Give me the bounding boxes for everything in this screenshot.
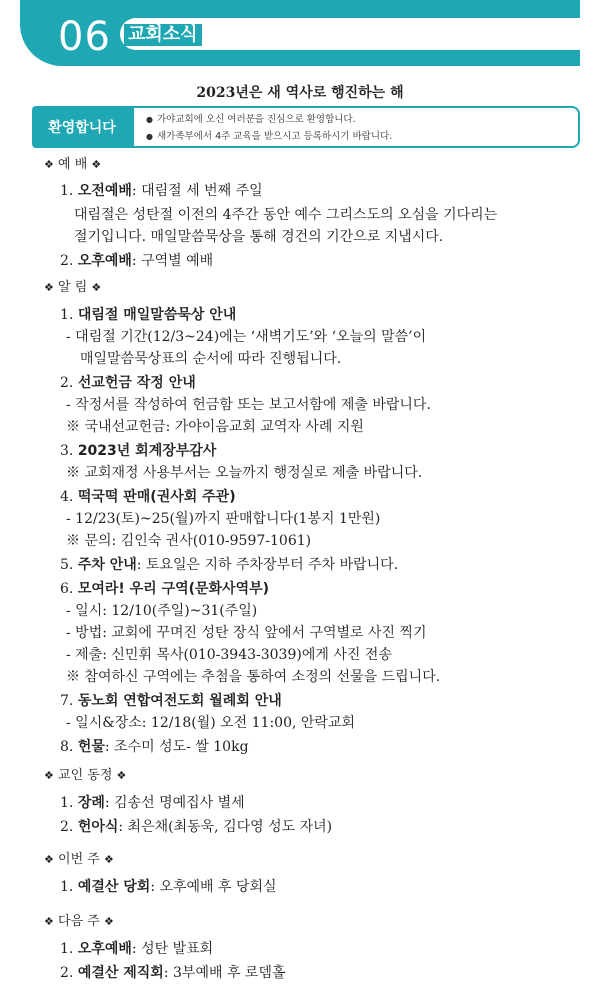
list-item: 8. 헌물: 조수미 성도- 쌀 10kg — [60, 739, 249, 755]
list-item-sub: ※ 국내선교헌금: 가야이음교회 교역자 사례 지원 — [66, 419, 364, 435]
list-item: 2. 예결산 제직회: 3부예배 후 로뎀홀 — [60, 965, 286, 981]
list-item-sub: ※ 참여하신 구역에는 추첨을 통하여 소정의 선물을 드립니다. — [66, 669, 441, 685]
section-title-next-week: ❖ 다음 주 ❖ — [44, 914, 114, 929]
section-title-worship: ❖ 예 배 ❖ — [44, 157, 102, 172]
list-item-sub: - 일시&장소: 12/18(월) 오전 11:00, 안락교회 — [66, 715, 355, 731]
list-item-desc: 절기입니다. 매일말씀묵상을 통해 경건의 기간으로 지냅시다. — [74, 229, 444, 245]
list-item-sub: - 제출: 신민휘 목사(010-3943-3039)에게 사진 전송 — [66, 647, 392, 663]
bullet-icon: ● — [146, 132, 153, 141]
list-item: 2. 선교헌금 작정 안내 — [60, 375, 196, 391]
welcome-line: ● 가야교회에 오신 여러분을 진심으로 환영합니다. — [146, 114, 356, 125]
diamond-icon: ❖ — [44, 158, 54, 171]
list-item: 6. 모여라! 우리 구역(문화사역부) — [60, 581, 270, 597]
list-item: 1. 오전예배: 대림절 세 번째 주일 — [60, 183, 263, 199]
diamond-icon: ❖ — [44, 769, 54, 782]
list-item-sub: ※ 문의: 김인숙 권사(010-9597-1061) — [66, 533, 312, 549]
news-content — [44, 156, 584, 986]
list-item: 2. 헌아식: 최은채(최동욱, 김다영 성도 자녀) — [60, 819, 333, 835]
welcome-line: ● 새가족부에서 4주 교육을 받으시고 등록하시기 바랍니다. — [146, 131, 393, 142]
list-item-sub: - 일시: 12/10(주일)~31(주일) — [66, 603, 258, 619]
list-item-sub: - 방법: 교회에 꾸며진 성탄 장식 앞에서 구역별로 사진 찍기 — [66, 625, 427, 641]
section-number: 06 — [58, 14, 111, 60]
list-item: 1. 오후예배: 성탄 발표회 — [60, 941, 214, 957]
diamond-icon: ❖ — [103, 853, 114, 866]
list-item: 4. 떡국떡 판매(권사회 주관) — [60, 489, 236, 505]
list-item-desc: 대림절은 성탄절 이전의 4주간 동안 예수 그리스도의 오심을 기다리는 — [74, 207, 498, 223]
header — [20, 0, 580, 66]
welcome-content — [132, 106, 580, 148]
list-item-sub: - 대림절 기간(12/3~24)에는 ‘새벽기도’와 ‘오늘의 말씀’이 — [66, 329, 427, 345]
list-item-sub: - 작정서를 작성하여 헌금함 또는 보고서함에 제출 바랍니다. — [66, 397, 431, 413]
list-item: 3. 2023년 회계장부감사 — [60, 443, 217, 459]
list-item: 2. 오후예배: 구역별 예배 — [60, 253, 214, 269]
welcome-label: 환영합니다 — [32, 106, 132, 148]
diamond-icon: ❖ — [116, 769, 127, 782]
section-title-this-week: ❖ 이번 주 ❖ — [44, 852, 114, 867]
page-subtitle: 2023년은 새 역사로 행진하는 해 — [196, 85, 404, 101]
welcome-box — [32, 106, 580, 148]
diamond-icon: ❖ — [91, 158, 102, 171]
diamond-icon: ❖ — [91, 281, 102, 294]
diamond-icon: ❖ — [44, 915, 54, 928]
diamond-icon: ❖ — [44, 281, 54, 294]
diamond-icon: ❖ — [44, 853, 54, 866]
section-title-notices: ❖ 알 림 ❖ — [44, 280, 102, 295]
list-item-sub: ※ 교회재정 사용부서는 오늘까지 행정실로 제출 바랍니다. — [66, 465, 423, 481]
diamond-icon: ❖ — [103, 915, 114, 928]
list-item: 1. 장례: 김송선 명예집사 별세 — [60, 795, 245, 811]
section-title-members: ❖ 교인 동정 ❖ — [44, 768, 127, 783]
bullet-icon: ● — [146, 115, 153, 124]
list-item: 5. 주차 안내: 토요일은 지하 주차장부터 주차 바랍니다. — [60, 557, 399, 573]
list-item: 1. 예결산 당회: 오후예배 후 당회실 — [60, 879, 277, 895]
list-item-sub: 매일말씀묵상표의 순서에 따라 진행됩니다. — [80, 351, 342, 367]
header-title: 교회소식 — [124, 24, 202, 46]
list-item: 7. 동노회 연합여전도회 월례회 안내 — [60, 693, 282, 709]
list-item-sub: - 12/23(토)~25(월)까지 판매합니다(1봉지 1만원) — [66, 511, 381, 527]
list-item: 1. 대림절 매일말씀묵상 안내 — [60, 307, 237, 323]
